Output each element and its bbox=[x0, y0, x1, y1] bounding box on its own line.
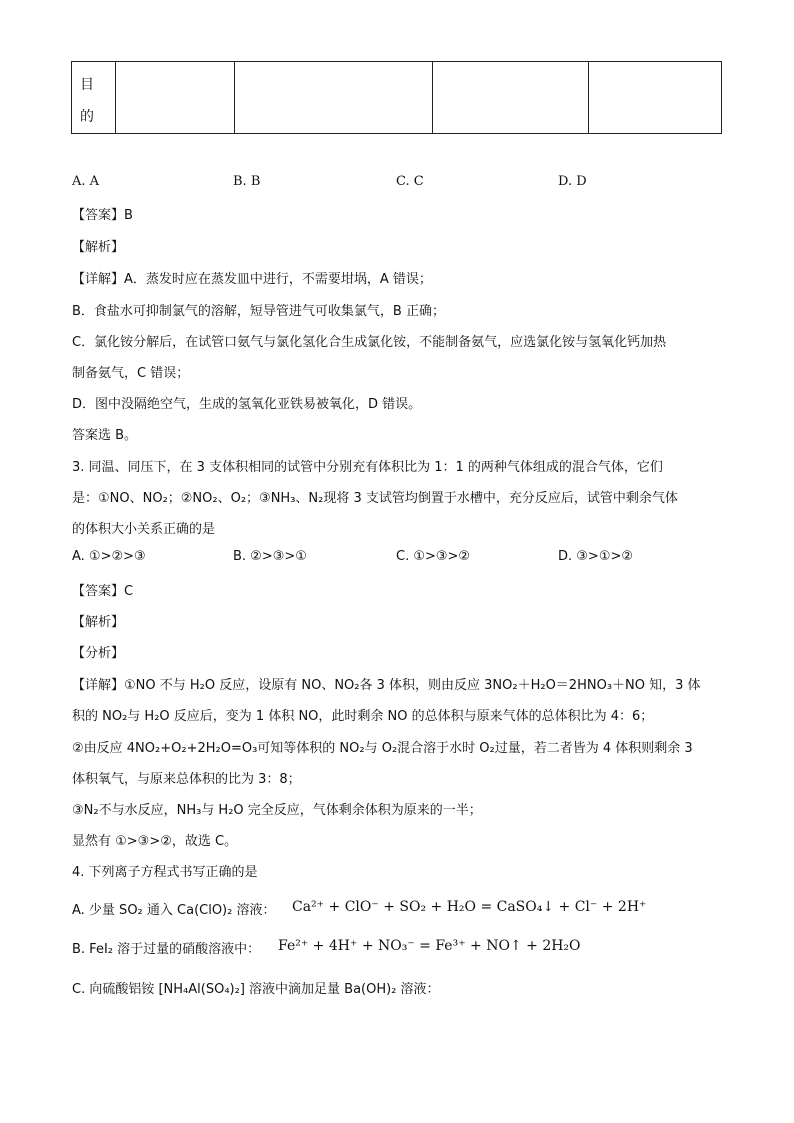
answer-tag-q3: 【答案】C bbox=[72, 584, 134, 599]
detail-line: 积的 NO₂与 H₂O 反应后，变为 1 体积 NO，此时剩余 NO 的总体积与原来气体的总体积比为 4：6； bbox=[72, 709, 654, 724]
answer-tag-q2: 【答案】B bbox=[72, 208, 133, 223]
conclusion-q3: 显然有 ①>③>②，故选 C。 bbox=[72, 834, 238, 849]
detail-line: B．食盐水可抑制氯气的溶解，短导管进气可收集氯气，B 正确； bbox=[72, 304, 445, 319]
table-cell bbox=[235, 62, 433, 134]
option-d: D. D bbox=[558, 174, 587, 189]
option-c: C. C bbox=[396, 174, 424, 189]
option-a: A. A bbox=[72, 174, 100, 189]
question-stem-line: 是：①NO、NO₂；②NO₂、O₂；③NH₃、N₂现将 3 支试管均倒置于水槽中，充分反应后，试管中剩余气体 bbox=[72, 491, 678, 506]
analysis-tag-q2: 【解析】 bbox=[72, 240, 125, 255]
detail-line: 【详解】A．蒸发时应在蒸发皿中进行，不需要坩埚，A 错误； bbox=[72, 272, 432, 287]
option-c-label: C. 向硫酸铝铵 [NH₄Al(SO₄)₂] 溶液中滴加足量 Ba(OH)₂ 溶液： bbox=[72, 982, 440, 997]
detail-line: ③N₂不与水反应，NH₃与 H₂O 完全反应，气体剩余体积为原来的一半； bbox=[72, 803, 482, 818]
detail-line: C．氯化铵分解后，在试管口氨气与氯化氢化合生成氯化铵，不能制备氨气，应选氯化铵与氢氧化钙加热 bbox=[72, 335, 667, 350]
question-stem-line: 的体积大小关系正确的是 bbox=[72, 522, 216, 537]
table-label-char-1: 目 bbox=[80, 77, 94, 93]
option-a-equation: Ca²⁺ + ClO⁻ + SO₂ + H₂O = CaSO₄↓ + Cl⁻ + 2H⁺ bbox=[292, 899, 647, 915]
answer-table-fragment bbox=[71, 61, 722, 134]
question-stem-line: 3. 同温、同压下，在 3 支体积相同的试管中分别充有体积比为 1：1 的两种气体组成的混合气体，它们 bbox=[72, 460, 663, 475]
table-cell bbox=[116, 62, 235, 134]
table-cell bbox=[433, 62, 589, 134]
option-b: B. B bbox=[233, 174, 261, 189]
conclusion-q2: 答案选 B。 bbox=[72, 428, 138, 443]
detail-line: D．图中没隔绝空气，生成的氢氧化亚铁易被氧化，D 错误。 bbox=[72, 397, 422, 412]
detail-line: 制备氨气，C 错误； bbox=[72, 366, 190, 381]
analysis-sub-tag: 【分析】 bbox=[72, 646, 125, 661]
question-stem: 4. 下列离子方程式书写正确的是 bbox=[72, 865, 258, 880]
option-b: B. ②>③>① bbox=[233, 549, 307, 564]
option-a-label: A. 少量 SO₂ 通入 Ca(ClO)₂ 溶液： bbox=[72, 903, 276, 918]
detail-line: 【详解】①NO 不与 H₂O 反应，设原有 NO、NO₂各 3 体积，则由反应 3NO₂＋H₂O＝2HNO₃＋NO 知，3 体 bbox=[72, 678, 701, 693]
table-label-char-2: 的 bbox=[80, 109, 94, 125]
analysis-tag-q3: 【解析】 bbox=[72, 615, 125, 630]
option-b-label: B. FeI₂ 溶于过量的硝酸溶液中： bbox=[72, 942, 261, 957]
option-d: D. ③>①>② bbox=[558, 549, 634, 564]
detail-line: 体积氧气，与原来总体积的比为 3：8； bbox=[72, 772, 301, 787]
option-a: A. ①>②>③ bbox=[72, 549, 146, 564]
detail-line: ②由反应 4NO₂+O₂+2H₂O=O₃可知等体积的 NO₂与 O₂混合溶于水时 O₂过量，若二者皆为 4 体积则剩余 3 bbox=[72, 741, 693, 756]
option-b-equation: Fe²⁺ + 4H⁺ + NO₃⁻ = Fe³⁺ + NO↑ + 2H₂O bbox=[278, 938, 581, 954]
table-cell bbox=[589, 62, 722, 134]
option-c: C. ①>③>② bbox=[396, 549, 471, 564]
